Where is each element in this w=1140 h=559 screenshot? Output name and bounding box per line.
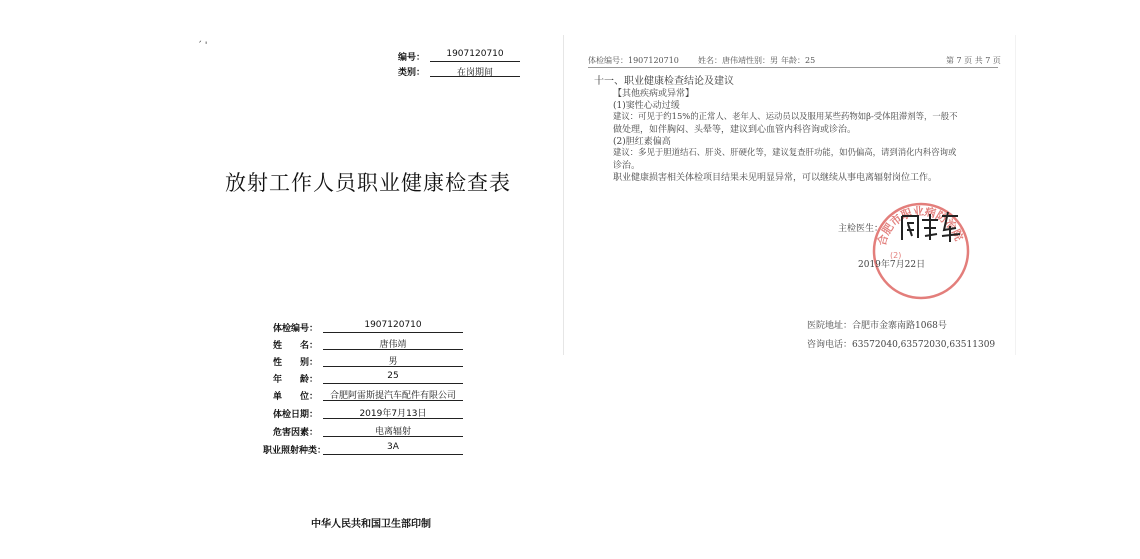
field-underline [323,400,463,401]
header-page: 第 7 页 共 7 页 [946,56,1001,65]
sign-date: 2019年7月22日 [858,260,926,270]
field-label: 性 别： [273,358,319,368]
top-category-label: 类别： [398,68,426,78]
field-value: 合肥阿雷斯提汽车配件有限公司 [329,391,456,401]
field-value: 25 [387,371,399,381]
field-row-exam-no [273,319,583,335]
conclusion-page [570,25,1015,375]
field-label: 姓 名： [273,341,319,351]
report-line: 建议：多见于胆道结石、肝炎、肝硬化等，建议复查肝功能，如仍偏高，请到消化内科咨询或 [613,147,957,157]
field-label: 年 龄： [273,375,319,385]
header-age: 年龄：25 [781,56,816,65]
field-row-exam-date [273,405,583,421]
field-label: 职业照射种类： [263,446,327,456]
field-underline [323,366,463,367]
field-row-age [273,370,583,386]
document-title: 放射工作人员职业健康检查表 [225,171,511,195]
field-underline [323,418,463,419]
handwritten-signature [898,210,962,244]
report-line: 建议：可见于约15%的正常人、老年人、运动员以及服用某些药物如β-受体阻滞剂等，一般不 [613,111,958,121]
report-line: 【其他疾病或异常】 [613,89,695,99]
field-label: 体检编号： [273,324,319,334]
top-number-value: 1907120710 [446,49,504,59]
page-edge [563,35,564,355]
page-edge [1015,35,1016,355]
field-label: 危害因素： [273,428,319,438]
field-value: 2019年7月13日 [359,409,427,419]
field-row-employer [273,387,583,403]
cover-page [185,25,555,545]
report-line: 做处理，如伴胸闷、头晕等，建议到心血管内科咨询或诊治。 [613,125,857,135]
field-underline [323,436,463,437]
report-line: 诊治。 [613,161,641,171]
field-underline [323,454,463,455]
hospital-address: 医院地址：合肥市金寨南路1068号 [807,321,947,331]
header-exam-no: 体检编号：1907120710 [588,56,679,65]
physician-label: 主检医生： [838,224,884,234]
top-category-underline [430,76,520,77]
seal-subtext: (2) [890,251,902,260]
header-name: 姓名：唐伟靖 [698,56,746,65]
report-line: (1)窦性心动过缓 [613,101,680,111]
field-value: 1907120710 [364,320,422,330]
header-sex: 性别：男 [746,56,778,65]
field-underline [323,383,463,384]
report-line: (2)胆红素偏高 [613,137,671,147]
field-row-sex [273,353,583,369]
report-line: 职业健康损害相关体检项目结果未见明显异常，可以继续从事电离辐射岗位工作。 [613,173,938,183]
field-value: 男 [388,357,398,367]
top-category-value: 在岗期间 [456,68,493,78]
field-underline [323,332,463,333]
header-rule [588,67,998,68]
top-number-label: 编号： [398,53,426,63]
field-row-hazard [273,423,583,439]
corner-mark: ́ ' [202,41,208,51]
field-value: 唐伟靖 [379,340,407,350]
field-row-name [273,336,583,352]
field-row-exposure-type [263,441,573,457]
field-label: 单 位： [273,392,319,402]
field-underline [323,349,463,350]
top-number-underline [430,61,520,62]
section-title: 十一、职业健康检查结论及建议 [594,76,734,87]
field-value: 电离辐射 [374,427,411,437]
printer-credit: 中华人民共和国卫生部印制 [311,519,431,530]
field-label: 体检日期： [273,410,319,420]
field-value: 3A [387,442,399,452]
seal-text: 合肥市职业病防治院 [875,204,966,248]
hospital-phone: 咨询电话：63572040,63572030,63511309 [807,340,996,350]
